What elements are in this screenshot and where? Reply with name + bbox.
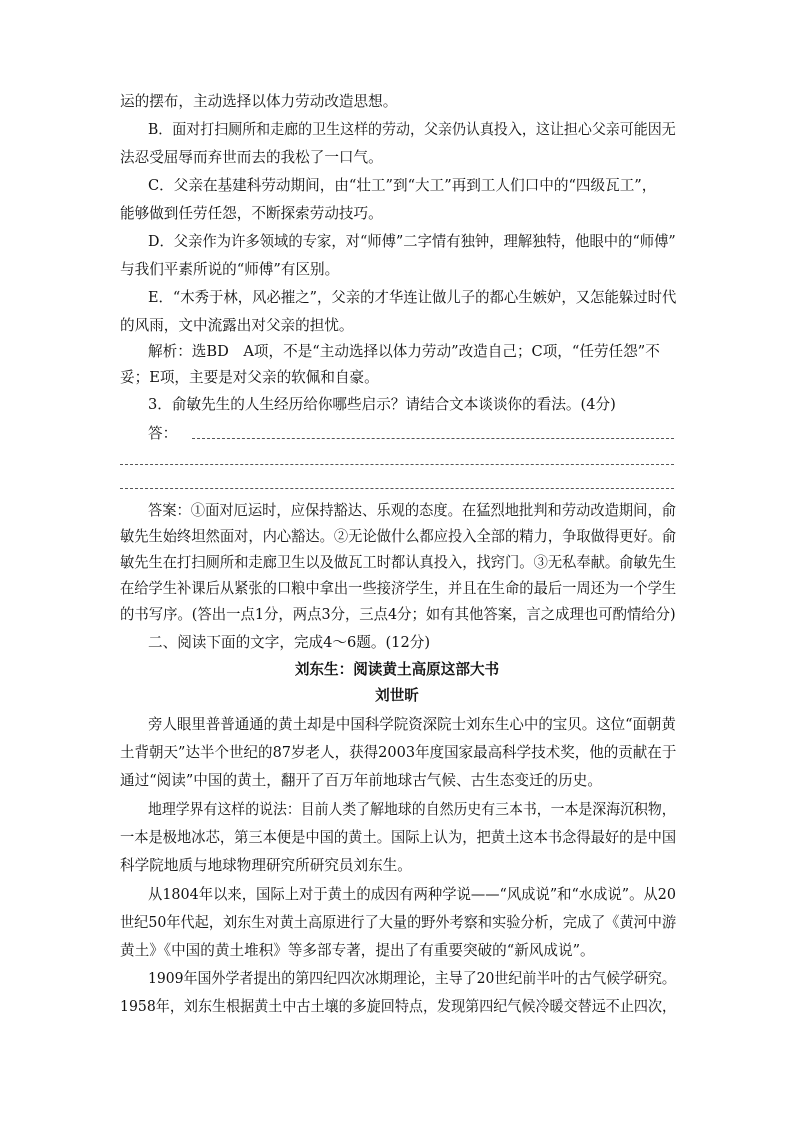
text-line: 能够做到任劳任怨，不断探索劳动技巧。	[120, 205, 383, 222]
answer-line: 在给学生补课后从紧张的口粮中拿出一些接济学生，并且在生命的最后一周还为一个学生	[120, 580, 677, 597]
option-b-line: B．面对打扫厕所和走廊的卫生这样的劳动，父亲仍认真投入，这让担心父亲可能因无	[148, 121, 676, 138]
article-paragraph-line: 科学院地质与地球物理研究所研究员刘东生。	[120, 857, 412, 874]
article-paragraph-line: 旁人眼里普普通通的黄土却是中国科学院资深院士刘东生心中的宝贝。这位“面朝黄	[148, 716, 676, 733]
text-line: 的风雨，文中流露出对父亲的担忧。	[120, 317, 354, 334]
analysis-line: 解析：选BD A项，不是“主动选择以体力劳动”改造自己；C项，“任劳任怨”不	[148, 343, 660, 360]
answer-blank-line	[192, 438, 674, 439]
article-paragraph-line: 通过“阅读”中国的黄土，翻开了百万年前地球古气候、古生态变迁的历史。	[120, 772, 602, 789]
answer-blank-line	[120, 488, 674, 489]
article-paragraph-line: 世纪50年代起，刘东生对黄土高原进行了大量的野外考察和实验分析，完成了《黄河中游	[120, 914, 677, 931]
article-paragraph-line: 从1804年以来，国际上对于黄土的成因有两种学说——“风成说”和“水成说”。从20	[148, 886, 676, 903]
article-author: 刘世昕	[375, 687, 419, 704]
text-line: 运的摆布，主动选择以体力劳动改造思想。	[120, 93, 398, 110]
answer-line: 敏先生在打扫厕所和走廊卫生以及做瓦工时都认真投入，找窍门。③无私奉献。俞敏先生	[120, 554, 677, 571]
answer-line: 答案：①面对厄运时，应保持豁达、乐观的态度。在猛烈地批判和劳动改造期间，俞	[148, 502, 676, 519]
answer-line: 敏先生始终坦然面对，内心豁达。②无论做什么都应投入全部的精力，争取做得更好。俞	[120, 528, 677, 545]
text-line: 法忍受屈辱而弃世而去的我松了一口气。	[120, 149, 383, 166]
question-3: 3．俞敏先生的人生经历给你哪些启示？请结合文本谈谈你的看法。(4分)	[148, 396, 616, 413]
answer-label: 答：	[148, 425, 178, 442]
article-paragraph-line: 1958年，刘东生根据黄土中古土壤的多旋回特点，发现第四纪气候冷暖交替远不止四次，	[120, 998, 677, 1015]
article-paragraph-line: 黄土》《中国的黄土堆积》等多部专著，提出了有重要突破的“新风成说”。	[120, 942, 595, 959]
article-title: 刘东生：阅读黄土高原这部大书	[294, 661, 500, 678]
option-e-line: E．“木秀于林，风必摧之”，父亲的才华连让做儿子的都心生嫉妒，又怎能躲过时代	[148, 289, 677, 306]
answer-blank-line	[120, 464, 674, 465]
article-paragraph-line: 1909年国外学者提出的第四纪四次冰期理论，主导了20世纪前半叶的古气候学研究。	[148, 970, 676, 987]
text-line: 妥；E项，主要是对父亲的软佩和自豪。	[120, 369, 379, 386]
text-line: 与我们平素所说的“师傅”有区别。	[120, 261, 340, 278]
option-d-line: D．父亲作为许多领域的专家，对“师傅”二字情有独钟，理解独特，他眼中的“师傅”	[148, 233, 676, 250]
section-heading: 二、阅读下面的文字，完成4～6题。(12分)	[148, 634, 431, 651]
article-paragraph-line: 土背朝天”达半个世纪的87岁老人，获得2003年度国家最高科学技术奖，他的贡献在于	[120, 744, 677, 761]
option-c-line: C．父亲在基建科劳动期间，由“壮工”到“大工”再到工人们口中的“四级瓦工”，	[148, 177, 657, 194]
answer-line: 的书写序。(答出一点1分，两点3分，三点4分；如有其他答案，言之成理也可酌情给分)	[120, 606, 676, 623]
article-paragraph-line: 一本是极地冰芯，第三本便是中国的黄土。国际上认为，把黄土这本书念得最好的是中国	[120, 829, 677, 846]
article-paragraph-line: 地理学界有这样的说法：目前人类了解地球的自然历史有三本书，一本是深海沉积物，	[148, 801, 676, 818]
